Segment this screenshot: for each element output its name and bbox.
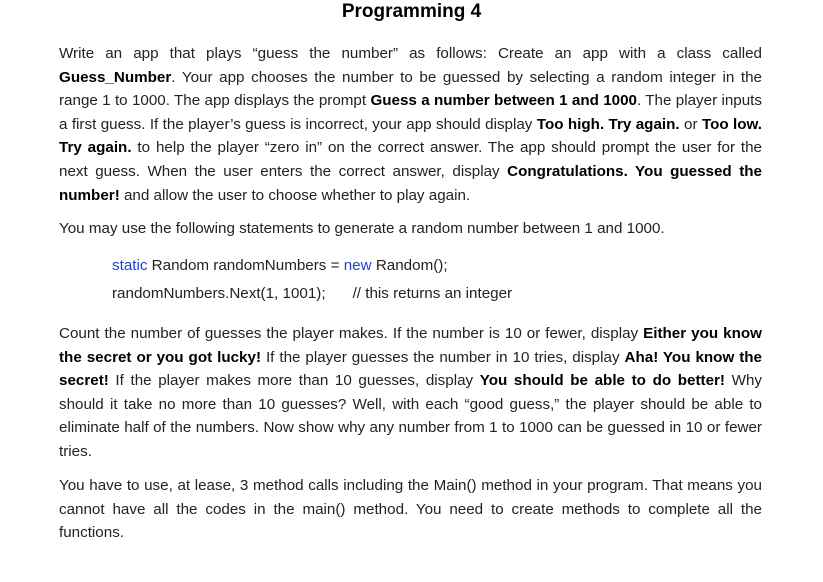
p1-bold-prompt: Guess a number between 1 and 1000 xyxy=(370,92,637,110)
p1-text-3: . The player inputs a first guess. If the player’s guess is incorrect, your app should display xyxy=(59,92,762,133)
p3-bold-aha: Aha! You know the secret! xyxy=(59,348,762,390)
p1-bold-too-high: Too high. Try again. xyxy=(536,115,680,133)
paragraph-count-guesses xyxy=(59,322,762,464)
p1-text-6: and allow the user to choose whether to play again. xyxy=(119,186,471,204)
p3-text-1: Count the number of guesses the player makes. If the number is 10 or fewer, display xyxy=(59,325,644,342)
code-line-1-text-1: Random randomNumbers = xyxy=(147,257,344,274)
code-line-2-statement: randomNumbers.Next(1, 1001); xyxy=(112,285,326,302)
p3-text-3: If the player makes more than 10 guesses, display xyxy=(108,372,480,390)
code-keyword-static: static xyxy=(112,257,148,274)
paragraph-random-intro: You may use the following statements to generate a random number between 1 and 1000. xyxy=(59,220,665,237)
p3-text-2: If the player guesses the number in 10 tries, display xyxy=(261,348,625,366)
page-title: Programming 4 xyxy=(341,1,482,22)
paragraph-method-requirement: You have to use, at lease, 3 method calls including the Main() method in your program. That means you cannot have all the codes in the main() method. You need to create methods to complete all the functions. xyxy=(59,477,762,542)
p3-bold-lucky: Either you know the secret or you got lucky! xyxy=(59,325,762,366)
code-line-1-text-2: Random(); xyxy=(371,257,448,274)
code-line-2 xyxy=(112,282,512,305)
code-line-2-comment: // this returns an integer xyxy=(352,285,513,302)
p3-text-4: Why should it take no more than 10 guesses? Well, with each “good guess,” the player should be able to eliminate half of the numbers. Now show why any number from 1 to 1000 can be guessed in 10 or fewer tries. xyxy=(59,372,762,460)
p3-bold-do-better: You should be able to do better! xyxy=(479,372,725,390)
p1-text-1: Write an app that plays “guess the number” as follows: Create an app with a class called xyxy=(59,45,762,62)
p1-bold-too-low: Too low. Try again. xyxy=(59,115,762,157)
code-keyword-new: new xyxy=(343,257,372,274)
paragraph-guess-number-description xyxy=(59,42,762,207)
p1-text-2: . Your app chooses the number to be guessed by selecting a random integer in the range 1 to 1000. The app displays the prompt xyxy=(59,68,762,110)
p1-text-4: or xyxy=(679,115,702,133)
code-line-1 xyxy=(112,254,448,277)
p1-bold-class-name: Guess_Number xyxy=(59,68,172,86)
p1-text-5: to help the player “zero in” on the correct answer. The app should prompt the user for the next guess. When the user enters the correct answer, display xyxy=(59,139,762,180)
p1-bold-congratulations: Congratulations. You guessed the number! xyxy=(59,162,762,204)
